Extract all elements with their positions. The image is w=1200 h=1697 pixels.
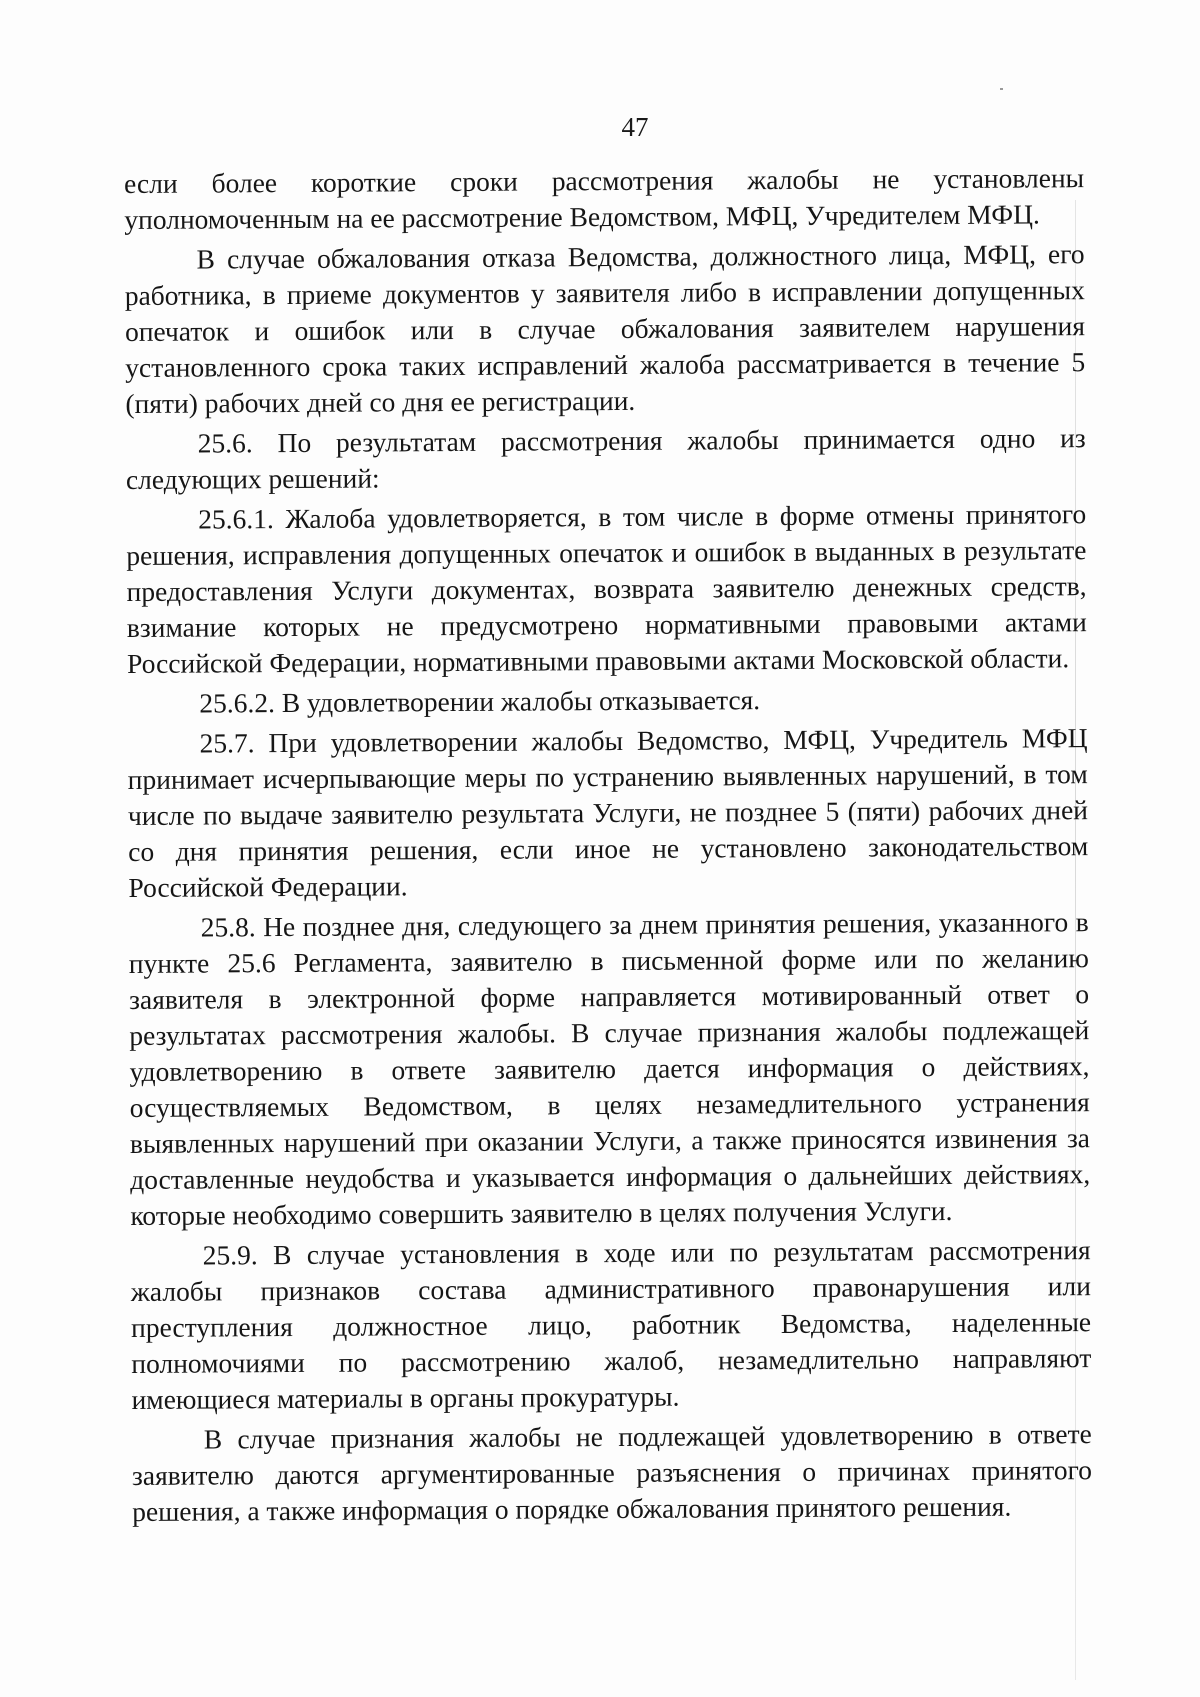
paragraph-25-8: 25.8. Не позднее дня, следующего за днем принятия решения, указанного в пункте 25.6 Регламента, заявителю в письменной форме или по желанию заявителя в электронной форме направляется мотивированный ответ о результатах рассмотрения жалобы. В случае признания жалобы подлежащей удовлетворению в ответе заявителю дается информация о действиях, осуществляемых Ведомством, в целях незамедлительного устранения выявленных нарушений при оказании Услуги, а также приносятся извинения за доставленные неудобства и указывается информация о дальнейших действиях, которые необходимо совершить заявителю в целях получения Услуги.: [128, 906, 1091, 1231]
paragraph-25-7: 25.7. При удовлетворении жалобы Ведомство, МФЦ, Учредитель МФЦ принимает исчерпывающие меры по устранению выявленных нарушений, в том числе по выдаче заявителю результата Услуги, не позднее 5 (пяти) рабочих дней со дня принятия решения, если иное не установлено законодательством Российской Федерации.: [127, 722, 1089, 903]
scan-artifact: [1000, 88, 1003, 90]
paragraph-25-6: 25.6. По результатам рассмотрения жалобы принимается одно из следующих решений:: [125, 422, 1086, 495]
paragraph: В случае обжалования отказа Ведомства, должностного лица, МФЦ, его работника, в приеме документов у заявителя либо в исправлении допущенных опечаток и ошибок или в случае обжалования заявителем нарушения установленного срока таких исправлений жалоба рассматривается в течение 5 (пяти) рабочих дней со дня ее регистрации.: [124, 238, 1086, 419]
paragraph-25-9: 25.9. В случае установления в ходе или по результатам рассмотрения жалобы признаков состава административного правонарушения или преступления должностное лицо, работник Ведомства, наделенные полномочиями по рассмотрению жалоб, незамедлительно направляют имеющиеся материалы в органы прокуратуры.: [130, 1234, 1092, 1415]
paragraph-25-6-1: 25.6.1. Жалоба удовлетворяется, в том числе в форме отмены принятого решения, исправления допущенных опечаток и ошибок в выданных в результате предоставления Услуги документах, возврата заявителю денежных средств, взимание которых не предусмотрено нормативными правовыми актами Российской Федерации, нормативными правовыми актами Московской области.: [126, 498, 1087, 679]
paragraph-25-6-2: 25.6.2. В удовлетворении жалобы отказывается.: [199, 684, 761, 719]
page-number: 47: [621, 112, 649, 142]
document-body: [124, 160, 1092, 1530]
paragraph: В случае признания жалобы не подлежащей удовлетворению в ответе заявителю даются аргументированные разъяснения о причинах принятого решения, а также информация о порядке обжалования принятого решения.: [131, 1418, 1093, 1527]
paragraph-continuation: если более короткие сроки рассмотрения жалобы не установлены уполномоченным на ее рассмотрение Ведомством, МФЦ, Учредителем МФЦ.: [124, 162, 1085, 235]
